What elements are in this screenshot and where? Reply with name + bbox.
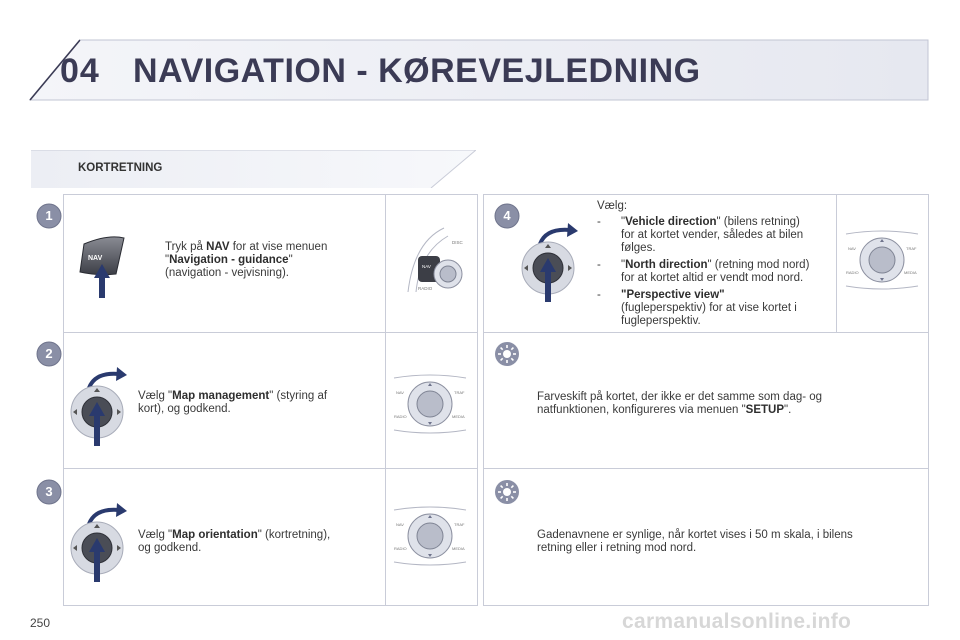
step-3-number: 3 [45, 484, 53, 499]
page-title: NAVIGATION - KØREVEJLEDNING [133, 52, 701, 90]
watermark: carmanualsonline.info [622, 610, 852, 633]
page-number: 250 [30, 616, 51, 630]
control-panel-drawing [390, 504, 470, 568]
divider [385, 194, 386, 605]
step-4-number: 4 [503, 208, 511, 223]
step-2-number: 2 [45, 346, 53, 361]
svg-text:NAV: NAV [422, 264, 431, 269]
svg-text:TRAF: TRAF [906, 246, 917, 251]
note-color-change: Farveskift på kortet, der ikke er det samme som dag- og natfunktionen, konfigureres via menuen "SETUP". [537, 391, 823, 416]
step-4-intro: Vælg: [597, 200, 628, 212]
option-bullet: - [597, 259, 601, 271]
svg-text:DISC: DISC [452, 240, 463, 245]
option-bullet: - [597, 216, 601, 228]
svg-text:RADIO: RADIO [846, 270, 859, 275]
brightness-icon [494, 341, 520, 367]
note-street-names: Gadenavnene er synlige, når kortet vises i 50 m skala, i bilens retning eller i retning mod nord. [537, 529, 853, 554]
step-1-number: 1 [45, 208, 53, 223]
step-2-text: Vælg "Map management" (styring af kort), og godkend. [138, 390, 328, 415]
control-panel-drawing [404, 222, 472, 302]
divider [63, 468, 477, 469]
rotary-knob-press-icon [67, 502, 143, 584]
svg-text:TRAF: TRAF [454, 390, 465, 395]
svg-text:MEDIA: MEDIA [452, 414, 465, 419]
control-panel-drawing [390, 372, 470, 436]
option-bullet: - [597, 289, 601, 301]
svg-text:NAV: NAV [848, 246, 856, 251]
divider [483, 332, 928, 333]
svg-text:RADIO: RADIO [394, 414, 407, 419]
chapter-number: 04 [60, 52, 100, 90]
section-title: KORTRETNING [78, 162, 163, 174]
svg-text:TRAF: TRAF [454, 522, 465, 527]
brightness-icon [494, 479, 520, 505]
option-north-direction: "North direction" (retning mod nord) for at kortet altid er vendt mod nord. [621, 259, 810, 284]
rotary-knob-press-icon [67, 366, 143, 448]
step-1-text: Tryk på NAV for at vise menuen "Navigation - guidance" (navigation - vejvisning). [165, 241, 328, 279]
svg-text:MEDIA: MEDIA [904, 270, 917, 275]
svg-text:NAV: NAV [396, 522, 404, 527]
svg-text:RADIO: RADIO [418, 286, 433, 291]
divider [483, 468, 928, 469]
divider [63, 332, 477, 333]
option-vehicle-direction: "Vehicle direction" (bilens retning) for at kortet vender, således at bilen følges. [621, 216, 804, 254]
svg-text:NAV: NAV [396, 390, 404, 395]
nav-button-label: NAV [88, 255, 103, 262]
svg-text:RADIO: RADIO [394, 546, 407, 551]
step-3-text: Vælg "Map orientation" (kortretning), og godkend. [138, 529, 331, 554]
control-panel-drawing [842, 228, 922, 292]
svg-text:MEDIA: MEDIA [452, 546, 465, 551]
divider [836, 194, 837, 333]
nav-button-press-icon [78, 232, 138, 300]
option-perspective-view: "Perspective view" (fugleperspektiv) for at vise kortet i fugleperspektiv. [621, 289, 797, 327]
rotary-knob-press-icon [518, 222, 594, 304]
